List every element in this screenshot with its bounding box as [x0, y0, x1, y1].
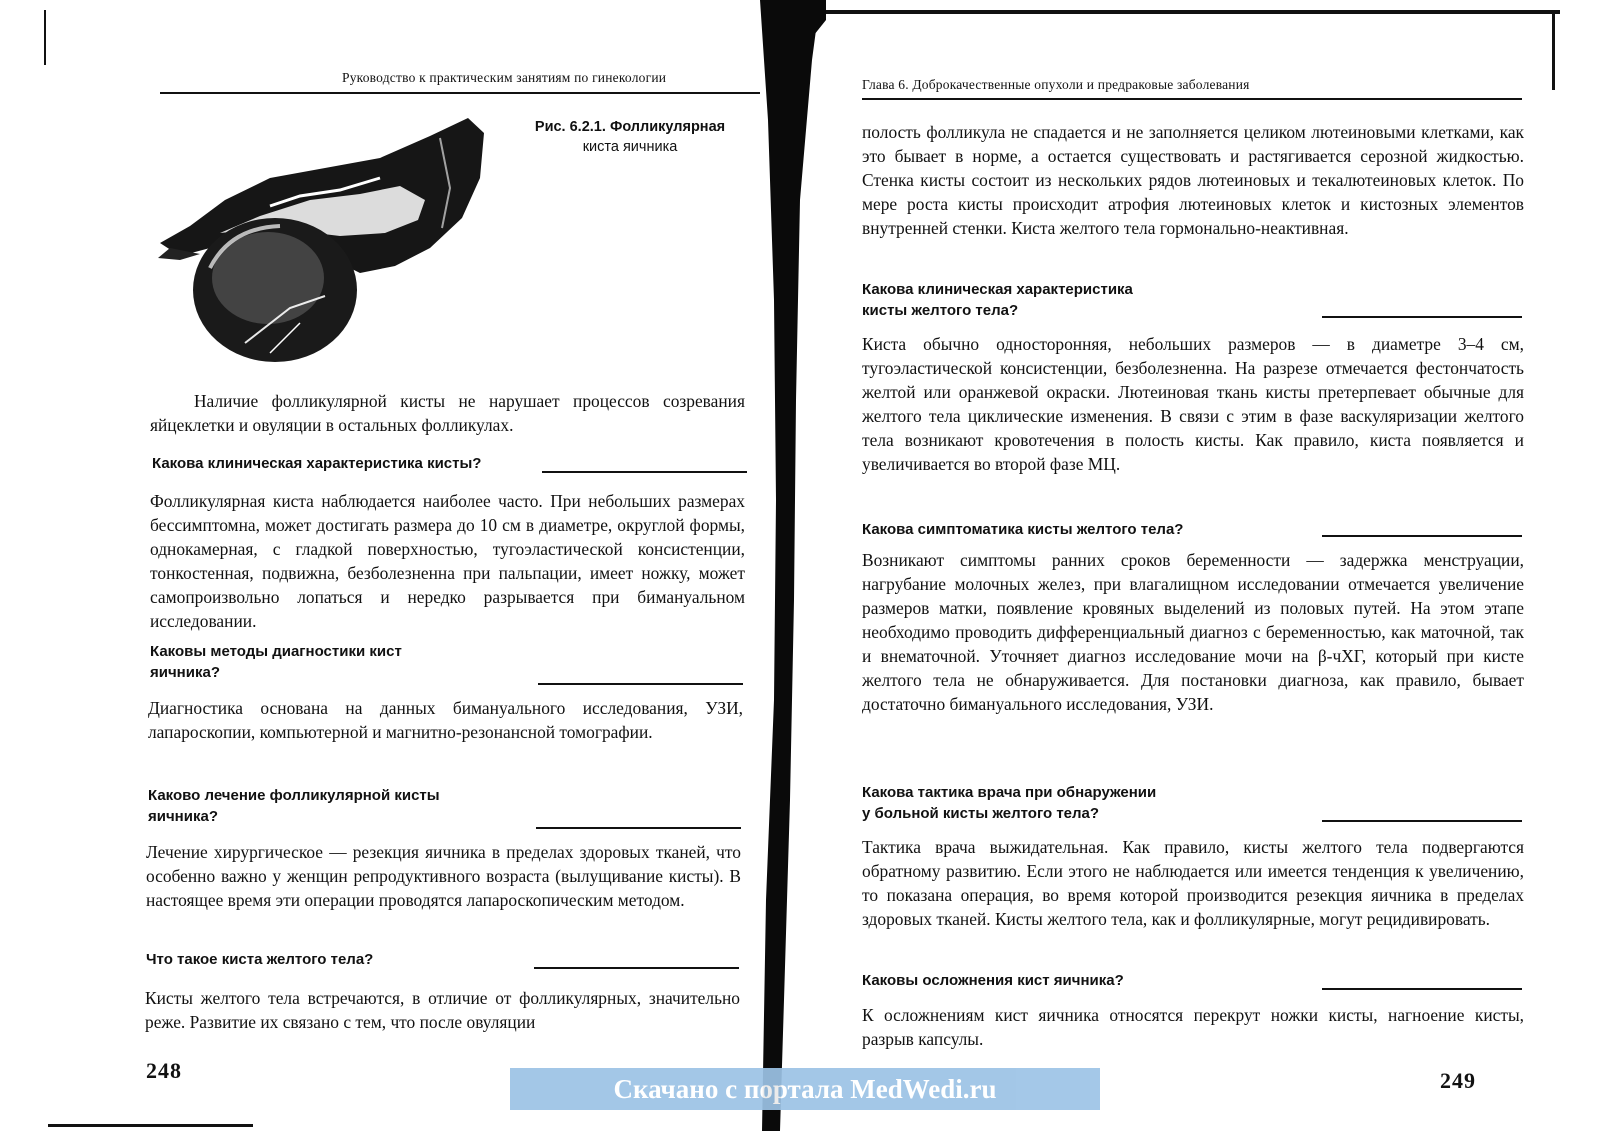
- question-underline: [538, 683, 743, 685]
- question-line1: Какова тактика врача при обнаружении: [862, 784, 1157, 801]
- question-heading: [152, 453, 542, 474]
- question-line1: Какова клиническая характеристика: [862, 281, 1133, 298]
- question-line2: кисты желтого тела?: [862, 302, 1019, 319]
- continuation-paragraph: полость фолликула не спадается и не заполняется целиком лютеиновыми клетками, как это бывает в норме, а остается существовать и растягивается серозной жидкостью. Стенка кисты состоит из нескольких рядов лютеиновых и текалютеиновых клеток. По мере роста кисты происходит атрофия лютеиновых клеток и кистозных элементов внутренней стенки. Киста желтого тела гормонально-неактивная.: [862, 122, 1524, 238]
- question-line1: Каковы осложнения кист яичника?: [862, 972, 1124, 989]
- running-head: Глава 6. Доброкачественные опухоли и предраковые заболевания: [862, 77, 1250, 92]
- answer-paragraph: Диагностика основана на данных бимануального исследования, УЗИ, лапароскопии, компьютерной и магнитно-резонансной томографии.: [148, 698, 743, 742]
- question-underline: [1322, 988, 1522, 990]
- question-underline: [1322, 316, 1522, 318]
- header-rule: [160, 92, 760, 94]
- answer-paragraph: К осложнениям кист яичника относятся перекрут ножки кисты, нагноение кисты, разрыв капсулы.: [862, 1005, 1524, 1049]
- page-number: 249: [1440, 1068, 1476, 1093]
- running-head: Руководство к практическим занятиям по гинекологии: [342, 70, 667, 85]
- header-rule: [862, 98, 1522, 100]
- left-page: [0, 0, 770, 1131]
- question-underline: [536, 827, 741, 829]
- question-line1: Что такое киста желтого тела?: [146, 951, 374, 968]
- answer-paragraph: Возникают симптомы ранних сроков беременности — задержка менструации, нагрубание молочных желез, при влагалищном исследовании отмечается увеличение размеров матки, появление кровяных выделений из половых путей. На этом этапе необходимо проводить дифференциальный диагноз с беременностью, как маточной, так и внематочной. Уточняет диагноз исследование мочи на β-чХГ, который при кисте желтого тела не обнаруживается. Для постановки диагноза, как правило, бывает достаточно бимануального исследования, УЗИ.: [862, 550, 1524, 714]
- question-heading: [862, 519, 1302, 540]
- figure-label: Рис. 6.2.1.: [534, 119, 606, 135]
- answer-paragraph: Фолликулярная киста наблюдается наиболее часто. При небольших размерах бессимптомна, может достигать размера до 10 см в диаметре, округлой формы, однокамерная, с гладкой поверхностью, тугоэластической консистенции, тонкостенная, подвижна, безболезненна при пальпации, имеет ножку, может самопроизвольно лопаться и нередко разрывается при бимануальном исследовании.: [150, 491, 745, 631]
- question-heading: [150, 641, 520, 683]
- answer-paragraph: Тактика врача выжидательная. Как правило, кисты желтого тела подвергаются обратному развитию. Если этого не наблюдается или имеется тенденция к увеличению, то показана операция, во время которой производится резекция яичника в пределах здоровых тканей. Кисты желтого тела, как и фолликулярные, могут рецидивировать.: [862, 837, 1524, 929]
- question-underline: [1322, 535, 1522, 537]
- watermark-banner: Скачано с портала MedWedi.ru: [510, 1068, 1100, 1110]
- question-heading: [862, 970, 1282, 991]
- answer-paragraph: Лечение хирургическое — резекция яичника в пределах здоровых тканей, что особенно важно у женщин репродуктивного возраста (вылущивание кисты). В настоящее время эти операции проводятся лапароскопическим методом.: [146, 842, 741, 910]
- question-line1: Каковы методы диагностики кист: [150, 643, 402, 660]
- question-underline: [542, 471, 747, 473]
- answer-paragraph: Киста обычно односторонняя, небольших размеров — в диаметре 3–4 см, тугоэластической консистенции, безболезненна. На разрезе отмечается фестончатость желтой или оранжевой окраски. Лютеиновая ткань кисты претерпевает обычные для желтого тела циклические изменения. В связи с этим в фазе васкуляризации желтого тела возникают кровотечения в полость кисты. Как правило, киста появляется и увеличивается во второй фазе МЦ.: [862, 334, 1524, 474]
- figure-caption-line1: Фолликулярная: [609, 119, 726, 135]
- figure-caption-line2: киста яичника: [582, 139, 678, 155]
- question-line1: Какова клиническая характеристика кисты?: [152, 455, 482, 472]
- cyst-illustration: [150, 108, 495, 368]
- question-line2: у больной кисты желтого тела?: [862, 805, 1100, 822]
- figure-caption: [510, 117, 750, 157]
- question-underline: [534, 967, 739, 969]
- question-heading: [862, 279, 1262, 321]
- intro-paragraph: Наличие фолликулярной кисты не нарушает процессов созревания яйцеклетки и овуляции в остальных фолликулах.: [150, 391, 745, 435]
- question-line1: Какова симптоматика кисты желтого тела?: [862, 521, 1184, 538]
- question-underline: [1322, 820, 1522, 822]
- question-heading: [148, 785, 518, 827]
- page-number: 248: [146, 1058, 182, 1083]
- question-line2: яичника?: [148, 808, 218, 825]
- question-line1: Каково лечение фолликулярной кисты: [148, 787, 440, 804]
- question-line2: яичника?: [150, 664, 220, 681]
- question-heading: [862, 782, 1282, 824]
- answer-paragraph: Кисты желтого тела встречаются, в отличие от фолликулярных, значительно реже. Развитие их связано с тем, что после овуляции: [145, 988, 740, 1032]
- right-page: [800, 0, 1600, 1131]
- question-heading: [146, 949, 516, 970]
